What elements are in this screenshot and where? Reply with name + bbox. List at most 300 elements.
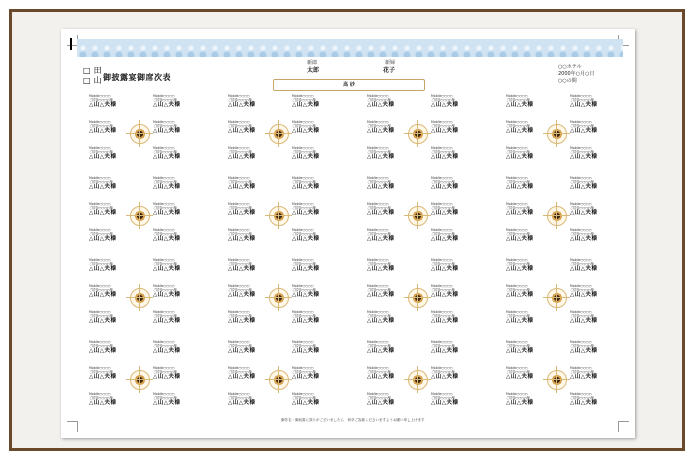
guest-entry[interactable] bbox=[153, 146, 201, 172]
guest-name: △山△夫様 bbox=[292, 184, 320, 190]
guest-entry[interactable] bbox=[570, 146, 618, 172]
guest-entry[interactable] bbox=[89, 94, 137, 120]
guest-title-line: Mobile○○○○ bbox=[570, 94, 592, 98]
guest-sub-line: ご招待○○○○様 bbox=[570, 124, 594, 128]
guest-title-line: Mobile○○○○ bbox=[570, 340, 592, 344]
guest-title-line: Mobile○○○○ bbox=[431, 202, 453, 206]
guest-name: △山△夫様 bbox=[153, 236, 181, 242]
guest-name: △山△夫様 bbox=[367, 128, 395, 134]
guest-entry[interactable] bbox=[506, 340, 554, 366]
guest-entry[interactable] bbox=[367, 392, 415, 418]
check-item-2[interactable] bbox=[83, 76, 105, 86]
guest-sub-line: ご招待○○○○様 bbox=[292, 98, 316, 102]
guest-entry[interactable] bbox=[292, 94, 340, 120]
guest-entry[interactable] bbox=[431, 340, 479, 366]
guest-column-right bbox=[431, 340, 479, 418]
guest-sub-line: ご招待○○○○様 bbox=[89, 98, 113, 102]
guest-entry[interactable] bbox=[153, 392, 201, 418]
guest-entry[interactable] bbox=[292, 228, 340, 254]
guest-name: △山△夫様 bbox=[153, 154, 181, 160]
guest-name: △山△夫様 bbox=[292, 128, 320, 134]
guest-name: △山△夫様 bbox=[228, 154, 256, 160]
guest-title-line: Mobile○○○○ bbox=[153, 340, 175, 344]
check-item-1[interactable] bbox=[83, 66, 105, 76]
guest-name: △山△夫様 bbox=[367, 184, 395, 190]
guest-sub-line: ご招待○○○○様 bbox=[292, 344, 316, 348]
guest-entry[interactable] bbox=[228, 228, 276, 254]
guest-name: △山△夫様 bbox=[153, 318, 181, 324]
guest-sub-line: ご招待○○○○様 bbox=[570, 150, 594, 154]
guest-entry[interactable] bbox=[153, 176, 201, 202]
guest-sub-line: ご招待○○○○様 bbox=[570, 344, 594, 348]
guest-entry[interactable] bbox=[153, 366, 201, 392]
guest-sub-line: ご招待○○○○様 bbox=[228, 206, 252, 210]
guest-entry[interactable] bbox=[153, 340, 201, 366]
guest-title-line: Mobile○○○○ bbox=[570, 120, 592, 124]
guest-entry[interactable] bbox=[431, 94, 479, 120]
guest-sub-line: ご招待○○○○様 bbox=[228, 180, 252, 184]
guest-title-line: Mobile○○○○ bbox=[89, 176, 111, 180]
guest-entry[interactable] bbox=[431, 176, 479, 202]
guest-entry[interactable] bbox=[89, 340, 137, 366]
guest-entry[interactable] bbox=[570, 258, 618, 284]
guest-sub-line: ご招待○○○○様 bbox=[570, 288, 594, 292]
guest-sub-line: ご招待○○○○様 bbox=[89, 150, 113, 154]
guest-name: △山△夫様 bbox=[367, 154, 395, 160]
guest-name: △山△夫様 bbox=[431, 184, 459, 190]
guest-entry[interactable] bbox=[367, 340, 415, 366]
guest-sub-line: ご招待○○○○様 bbox=[292, 314, 316, 318]
guest-title-line: Mobile○○○○ bbox=[228, 340, 250, 344]
table-group-16 bbox=[506, 340, 635, 418]
text-cursor[interactable] bbox=[70, 38, 72, 50]
guest-name: △山△夫様 bbox=[89, 236, 117, 242]
guest-sub-line: ご招待○○○○様 bbox=[506, 150, 530, 154]
guest-name: △山△夫様 bbox=[431, 154, 459, 160]
guest-title-line: Mobile○○○○ bbox=[367, 228, 389, 232]
guest-title-line: Mobile○○○○ bbox=[153, 310, 175, 314]
table-emblem-icon bbox=[547, 288, 567, 308]
guest-sub-line: ご招待○○○○様 bbox=[570, 370, 594, 374]
guest-sub-line: ご招待○○○○様 bbox=[228, 370, 252, 374]
guest-name: △山△夫様 bbox=[228, 210, 256, 216]
guest-title-line: Mobile○○○○ bbox=[431, 284, 453, 288]
guest-entry[interactable] bbox=[431, 258, 479, 284]
guest-title-line: Mobile○○○○ bbox=[153, 94, 175, 98]
guest-title-line: Mobile○○○○ bbox=[228, 146, 250, 150]
table-group-9 bbox=[89, 258, 229, 336]
table-group-8 bbox=[506, 176, 635, 254]
table-group-11 bbox=[367, 258, 507, 336]
guest-entry[interactable] bbox=[431, 366, 479, 392]
guest-entry[interactable] bbox=[153, 94, 201, 120]
guest-sub-line: ご招待○○○○様 bbox=[506, 124, 530, 128]
table-group-14 bbox=[228, 340, 368, 418]
guest-column-right bbox=[292, 176, 340, 254]
guest-entry[interactable] bbox=[228, 94, 276, 120]
guest-name: △山△夫様 bbox=[153, 102, 181, 108]
guest-sub-line: ご招待○○○○様 bbox=[89, 262, 113, 266]
guest-entry[interactable] bbox=[367, 310, 415, 336]
guest-column-right bbox=[570, 94, 618, 172]
table-group-2 bbox=[228, 94, 368, 172]
guest-name: △山△夫様 bbox=[292, 154, 320, 160]
guest-name: △山△夫様 bbox=[228, 374, 256, 380]
guest-entry[interactable] bbox=[506, 392, 554, 418]
guest-sub-line: ご招待○○○○様 bbox=[506, 206, 530, 210]
guest-title-line: Mobile○○○○ bbox=[367, 176, 389, 180]
guest-entry[interactable] bbox=[228, 340, 276, 366]
guest-entry[interactable] bbox=[506, 310, 554, 336]
groom-name: 太郎 bbox=[307, 67, 320, 74]
guest-sub-line: ご招待○○○○様 bbox=[431, 232, 455, 236]
guest-sub-line: ご招待○○○○様 bbox=[228, 232, 252, 236]
guest-name: △山△夫様 bbox=[89, 348, 117, 354]
guest-title-line: Mobile○○○○ bbox=[570, 258, 592, 262]
guest-title-line: Mobile○○○○ bbox=[367, 284, 389, 288]
guest-title-line: Mobile○○○○ bbox=[367, 340, 389, 344]
guest-entry[interactable] bbox=[153, 228, 201, 254]
guest-entry[interactable] bbox=[292, 310, 340, 336]
guest-name: △山△夫様 bbox=[431, 400, 459, 406]
table-emblem-icon bbox=[408, 206, 428, 226]
guest-name: △山△夫様 bbox=[228, 128, 256, 134]
guest-entry[interactable] bbox=[570, 366, 618, 392]
venue-line: ○○の間 bbox=[558, 78, 577, 84]
guest-entry[interactable] bbox=[153, 202, 201, 228]
guest-title-line: Mobile○○○○ bbox=[570, 228, 592, 232]
guest-title-line: Mobile○○○○ bbox=[228, 284, 250, 288]
guest-entry[interactable] bbox=[367, 258, 415, 284]
guest-entry[interactable] bbox=[431, 284, 479, 310]
head-table-box: 高 砂 bbox=[273, 79, 425, 91]
table-emblem-icon bbox=[269, 370, 289, 390]
guest-name: △山△夫様 bbox=[367, 400, 395, 406]
guest-entry[interactable] bbox=[89, 310, 137, 336]
guest-title-line: Mobile○○○○ bbox=[570, 310, 592, 314]
guest-sub-line: ご招待○○○○様 bbox=[153, 180, 177, 184]
guest-title-line: Mobile○○○○ bbox=[89, 146, 111, 150]
guest-name: △山△夫様 bbox=[89, 400, 117, 406]
guest-entry[interactable] bbox=[431, 202, 479, 228]
guest-entry[interactable] bbox=[431, 392, 479, 418]
guest-sub-line: ご招待○○○○様 bbox=[431, 206, 455, 210]
guest-title-line: Mobile○○○○ bbox=[431, 146, 453, 150]
guest-title-line: Mobile○○○○ bbox=[153, 284, 175, 288]
guest-entry[interactable] bbox=[292, 146, 340, 172]
table-emblem-icon bbox=[547, 124, 567, 144]
guest-title-line: Mobile○○○○ bbox=[89, 202, 111, 206]
guest-sub-line: ご招待○○○○様 bbox=[228, 314, 252, 318]
guest-name: △山△夫様 bbox=[570, 400, 598, 406]
guest-entry[interactable] bbox=[292, 340, 340, 366]
guest-sub-line: ご招待○○○○様 bbox=[292, 150, 316, 154]
guest-name: △山△夫様 bbox=[292, 102, 320, 108]
guest-entry[interactable] bbox=[431, 146, 479, 172]
crop-mark-bottom-right bbox=[618, 421, 629, 432]
bride-role: 新婦 bbox=[384, 60, 395, 66]
guest-sub-line: ご招待○○○○様 bbox=[89, 232, 113, 236]
guest-entry[interactable] bbox=[89, 146, 137, 172]
guest-name: △山△夫様 bbox=[431, 318, 459, 324]
guest-entry[interactable] bbox=[431, 120, 479, 146]
guest-sub-line: ご招待○○○○様 bbox=[89, 344, 113, 348]
guest-title-line: Mobile○○○○ bbox=[367, 258, 389, 262]
guest-column-right bbox=[570, 340, 618, 418]
couple-names bbox=[291, 67, 411, 74]
guest-entry[interactable] bbox=[570, 310, 618, 336]
guest-sub-line: ご招待○○○○様 bbox=[506, 370, 530, 374]
guest-title-line: Mobile○○○○ bbox=[431, 176, 453, 180]
head-table-header bbox=[291, 60, 411, 74]
venue-info bbox=[558, 64, 594, 85]
guest-sub-line: ご招待○○○○様 bbox=[228, 98, 252, 102]
guest-sub-line: ご招待○○○○様 bbox=[506, 396, 530, 400]
guest-title-line: Mobile○○○○ bbox=[292, 146, 314, 150]
guest-name: △山△夫様 bbox=[570, 292, 598, 298]
guest-sub-line: ご招待○○○○様 bbox=[292, 124, 316, 128]
guest-title-line: Mobile○○○○ bbox=[89, 310, 111, 314]
guest-sub-line: ご招待○○○○様 bbox=[89, 396, 113, 400]
guest-title-line: Mobile○○○○ bbox=[228, 202, 250, 206]
guest-name: △山△夫様 bbox=[570, 266, 598, 272]
guest-entry[interactable] bbox=[570, 340, 618, 366]
guest-sub-line: ご招待○○○○様 bbox=[431, 150, 455, 154]
guest-title-line: Mobile○○○○ bbox=[367, 202, 389, 206]
guest-entry[interactable] bbox=[570, 392, 618, 418]
guest-entry[interactable] bbox=[153, 120, 201, 146]
guest-name: △山△夫様 bbox=[292, 236, 320, 242]
guest-title-line: Mobile○○○○ bbox=[228, 310, 250, 314]
guest-sub-line: ご招待○○○○様 bbox=[431, 314, 455, 318]
guest-name: △山△夫様 bbox=[506, 154, 534, 160]
guest-entry[interactable] bbox=[228, 258, 276, 284]
guest-entry[interactable] bbox=[570, 228, 618, 254]
guest-sub-line: ご招待○○○○様 bbox=[570, 206, 594, 210]
guest-name: △山△夫様 bbox=[89, 210, 117, 216]
guest-title-line: Mobile○○○○ bbox=[431, 94, 453, 98]
guest-name: △山△夫様 bbox=[570, 348, 598, 354]
guest-sub-line: ご招待○○○○様 bbox=[228, 288, 252, 292]
guest-name: △山△夫様 bbox=[292, 318, 320, 324]
guest-entry[interactable] bbox=[367, 228, 415, 254]
guest-title-line: Mobile○○○○ bbox=[292, 310, 314, 314]
checkbox-list bbox=[83, 66, 105, 86]
guest-name: △山△夫様 bbox=[292, 292, 320, 298]
guest-title-line: Mobile○○○○ bbox=[228, 366, 250, 370]
guest-title-line: Mobile○○○○ bbox=[570, 176, 592, 180]
guest-entry[interactable] bbox=[292, 258, 340, 284]
guest-title-line: Mobile○○○○ bbox=[431, 340, 453, 344]
guest-name: △山△夫様 bbox=[367, 266, 395, 272]
guest-entry[interactable] bbox=[153, 310, 201, 336]
table-group-3 bbox=[367, 94, 507, 172]
table-emblem-icon bbox=[130, 370, 150, 390]
guest-title-line: Mobile○○○○ bbox=[228, 392, 250, 396]
guest-column-right bbox=[570, 258, 618, 336]
guest-sub-line: ご招待○○○○様 bbox=[292, 232, 316, 236]
checkbox-icon[interactable]: □ bbox=[83, 76, 91, 85]
guest-entry[interactable] bbox=[292, 120, 340, 146]
guest-title-line: Mobile○○○○ bbox=[367, 94, 389, 98]
guest-sub-line: ご招待○○○○様 bbox=[506, 180, 530, 184]
venue-line: ○○ホテル bbox=[558, 64, 582, 70]
checkbox-icon[interactable]: □ bbox=[83, 66, 91, 75]
guest-title-line: Mobile○○○○ bbox=[570, 366, 592, 370]
guest-title-line: Mobile○○○○ bbox=[292, 202, 314, 206]
guest-name: △山△夫様 bbox=[506, 184, 534, 190]
guest-sub-line: ご招待○○○○様 bbox=[367, 370, 391, 374]
guest-sub-line: ご招待○○○○様 bbox=[153, 124, 177, 128]
guest-name: △山△夫様 bbox=[506, 374, 534, 380]
guest-entry[interactable] bbox=[153, 258, 201, 284]
guest-title-line: Mobile○○○○ bbox=[431, 258, 453, 262]
guest-column-right bbox=[431, 94, 479, 172]
guest-name: △山△夫様 bbox=[292, 374, 320, 380]
guest-name: △山△夫様 bbox=[228, 318, 256, 324]
guest-name: △山△夫様 bbox=[153, 128, 181, 134]
guest-title-line: Mobile○○○○ bbox=[292, 258, 314, 262]
guest-name: △山△夫様 bbox=[431, 128, 459, 134]
check-label: 山 bbox=[93, 76, 102, 85]
guest-name: △山△夫様 bbox=[89, 154, 117, 160]
table-group-10 bbox=[228, 258, 368, 336]
guest-entry[interactable] bbox=[367, 94, 415, 120]
guest-name: △山△夫様 bbox=[506, 128, 534, 134]
guest-sub-line: ご招待○○○○様 bbox=[367, 124, 391, 128]
guest-sub-line: ご招待○○○○様 bbox=[367, 396, 391, 400]
guest-sub-line: ご招待○○○○様 bbox=[367, 314, 391, 318]
guest-entry[interactable] bbox=[570, 94, 618, 120]
guest-column-right bbox=[292, 94, 340, 172]
guest-column-right bbox=[431, 258, 479, 336]
guest-sub-line: ご招待○○○○様 bbox=[506, 314, 530, 318]
guest-title-line: Mobile○○○○ bbox=[367, 310, 389, 314]
guest-name: △山△夫様 bbox=[153, 400, 181, 406]
guest-title-line: Mobile○○○○ bbox=[153, 202, 175, 206]
guest-entry[interactable] bbox=[506, 228, 554, 254]
guest-title-line: Mobile○○○○ bbox=[367, 392, 389, 396]
check-label: 田 bbox=[93, 66, 102, 75]
table-emblem-icon bbox=[130, 124, 150, 144]
guest-entry[interactable] bbox=[228, 310, 276, 336]
table-emblem-icon bbox=[269, 124, 289, 144]
guest-name: △山△夫様 bbox=[89, 374, 117, 380]
seating-chart-sheet bbox=[61, 29, 635, 438]
guest-entry[interactable] bbox=[506, 258, 554, 284]
guest-sub-line: ご招待○○○○様 bbox=[89, 370, 113, 374]
table-emblem-icon bbox=[408, 370, 428, 390]
guest-title-line: Mobile○○○○ bbox=[228, 228, 250, 232]
guest-sub-line: ご招待○○○○様 bbox=[292, 206, 316, 210]
guest-entry[interactable] bbox=[431, 310, 479, 336]
guest-title-line: Mobile○○○○ bbox=[89, 258, 111, 262]
lace-border-decoration bbox=[77, 39, 623, 57]
guest-sub-line: ご招待○○○○様 bbox=[431, 262, 455, 266]
table-emblem-icon bbox=[547, 206, 567, 226]
guest-entry[interactable] bbox=[367, 146, 415, 172]
guest-title-line: Mobile○○○○ bbox=[89, 284, 111, 288]
guest-sub-line: ご招待○○○○様 bbox=[153, 206, 177, 210]
guest-title-line: Mobile○○○○ bbox=[570, 146, 592, 150]
guest-name: △山△夫様 bbox=[570, 318, 598, 324]
guest-entry[interactable] bbox=[431, 228, 479, 254]
guest-entry[interactable] bbox=[292, 284, 340, 310]
couple-roles bbox=[291, 60, 411, 67]
guest-entry[interactable] bbox=[228, 176, 276, 202]
guest-title-line: Mobile○○○○ bbox=[89, 366, 111, 370]
guest-title-line: Mobile○○○○ bbox=[506, 366, 528, 370]
guest-sub-line: ご招待○○○○様 bbox=[228, 124, 252, 128]
guest-title-line: Mobile○○○○ bbox=[431, 228, 453, 232]
guest-name: △山△夫様 bbox=[367, 318, 395, 324]
guest-title-line: Mobile○○○○ bbox=[228, 94, 250, 98]
guest-title-line: Mobile○○○○ bbox=[506, 392, 528, 396]
guest-name: △山△夫様 bbox=[431, 210, 459, 216]
guest-entry[interactable] bbox=[89, 392, 137, 418]
guest-name: △山△夫様 bbox=[431, 236, 459, 242]
guest-entry[interactable] bbox=[292, 366, 340, 392]
guest-entry[interactable] bbox=[570, 120, 618, 146]
guest-name: △山△夫様 bbox=[570, 102, 598, 108]
guest-sub-line: ご招待○○○○様 bbox=[153, 262, 177, 266]
guest-entry[interactable] bbox=[89, 258, 137, 284]
guest-sub-line: ご招待○○○○様 bbox=[292, 262, 316, 266]
guest-entry[interactable] bbox=[570, 202, 618, 228]
guest-name: △山△夫様 bbox=[367, 292, 395, 298]
guest-name: △山△夫様 bbox=[89, 318, 117, 324]
guest-entry[interactable] bbox=[228, 392, 276, 418]
guest-name: △山△夫様 bbox=[506, 102, 534, 108]
guest-entry[interactable] bbox=[570, 284, 618, 310]
guest-name: △山△夫様 bbox=[292, 400, 320, 406]
guest-name: △山△夫様 bbox=[506, 236, 534, 242]
guest-entry[interactable] bbox=[506, 94, 554, 120]
guest-entry[interactable] bbox=[89, 228, 137, 254]
guest-sub-line: ご招待○○○○様 bbox=[570, 262, 594, 266]
guest-sub-line: ご招待○○○○様 bbox=[89, 288, 113, 292]
guest-name: △山△夫様 bbox=[228, 292, 256, 298]
guest-name: △山△夫様 bbox=[89, 128, 117, 134]
guest-entry[interactable] bbox=[89, 176, 137, 202]
table-emblem-icon bbox=[269, 288, 289, 308]
guest-entry[interactable] bbox=[292, 392, 340, 418]
guest-title-line: Mobile○○○○ bbox=[153, 146, 175, 150]
guest-name: △山△夫様 bbox=[367, 348, 395, 354]
guest-title-line: Mobile○○○○ bbox=[89, 120, 111, 124]
table-group-4 bbox=[506, 94, 635, 172]
guest-title-line: Mobile○○○○ bbox=[367, 366, 389, 370]
guest-entry[interactable] bbox=[228, 146, 276, 172]
guest-sub-line: ご招待○○○○様 bbox=[431, 288, 455, 292]
guest-sub-line: ご招待○○○○様 bbox=[292, 396, 316, 400]
guest-sub-line: ご招待○○○○様 bbox=[89, 124, 113, 128]
guest-entry[interactable] bbox=[153, 284, 201, 310]
guest-entry[interactable] bbox=[570, 176, 618, 202]
guest-name: △山△夫様 bbox=[89, 266, 117, 272]
guest-entry[interactable] bbox=[367, 176, 415, 202]
guest-name: △山△夫様 bbox=[506, 210, 534, 216]
guest-entry[interactable] bbox=[292, 202, 340, 228]
guest-sub-line: ご招待○○○○様 bbox=[228, 344, 252, 348]
guest-entry[interactable] bbox=[506, 146, 554, 172]
footer-note: 御芳名・御肩書に誤りがございましたら 何卒ご容赦くださいますようお願い申し上げます bbox=[281, 418, 425, 422]
guest-entry[interactable] bbox=[506, 176, 554, 202]
guest-entry[interactable] bbox=[292, 176, 340, 202]
guest-sub-line: ご招待○○○○様 bbox=[367, 180, 391, 184]
guest-column-right bbox=[570, 176, 618, 254]
guest-title-line: Mobile○○○○ bbox=[292, 392, 314, 396]
